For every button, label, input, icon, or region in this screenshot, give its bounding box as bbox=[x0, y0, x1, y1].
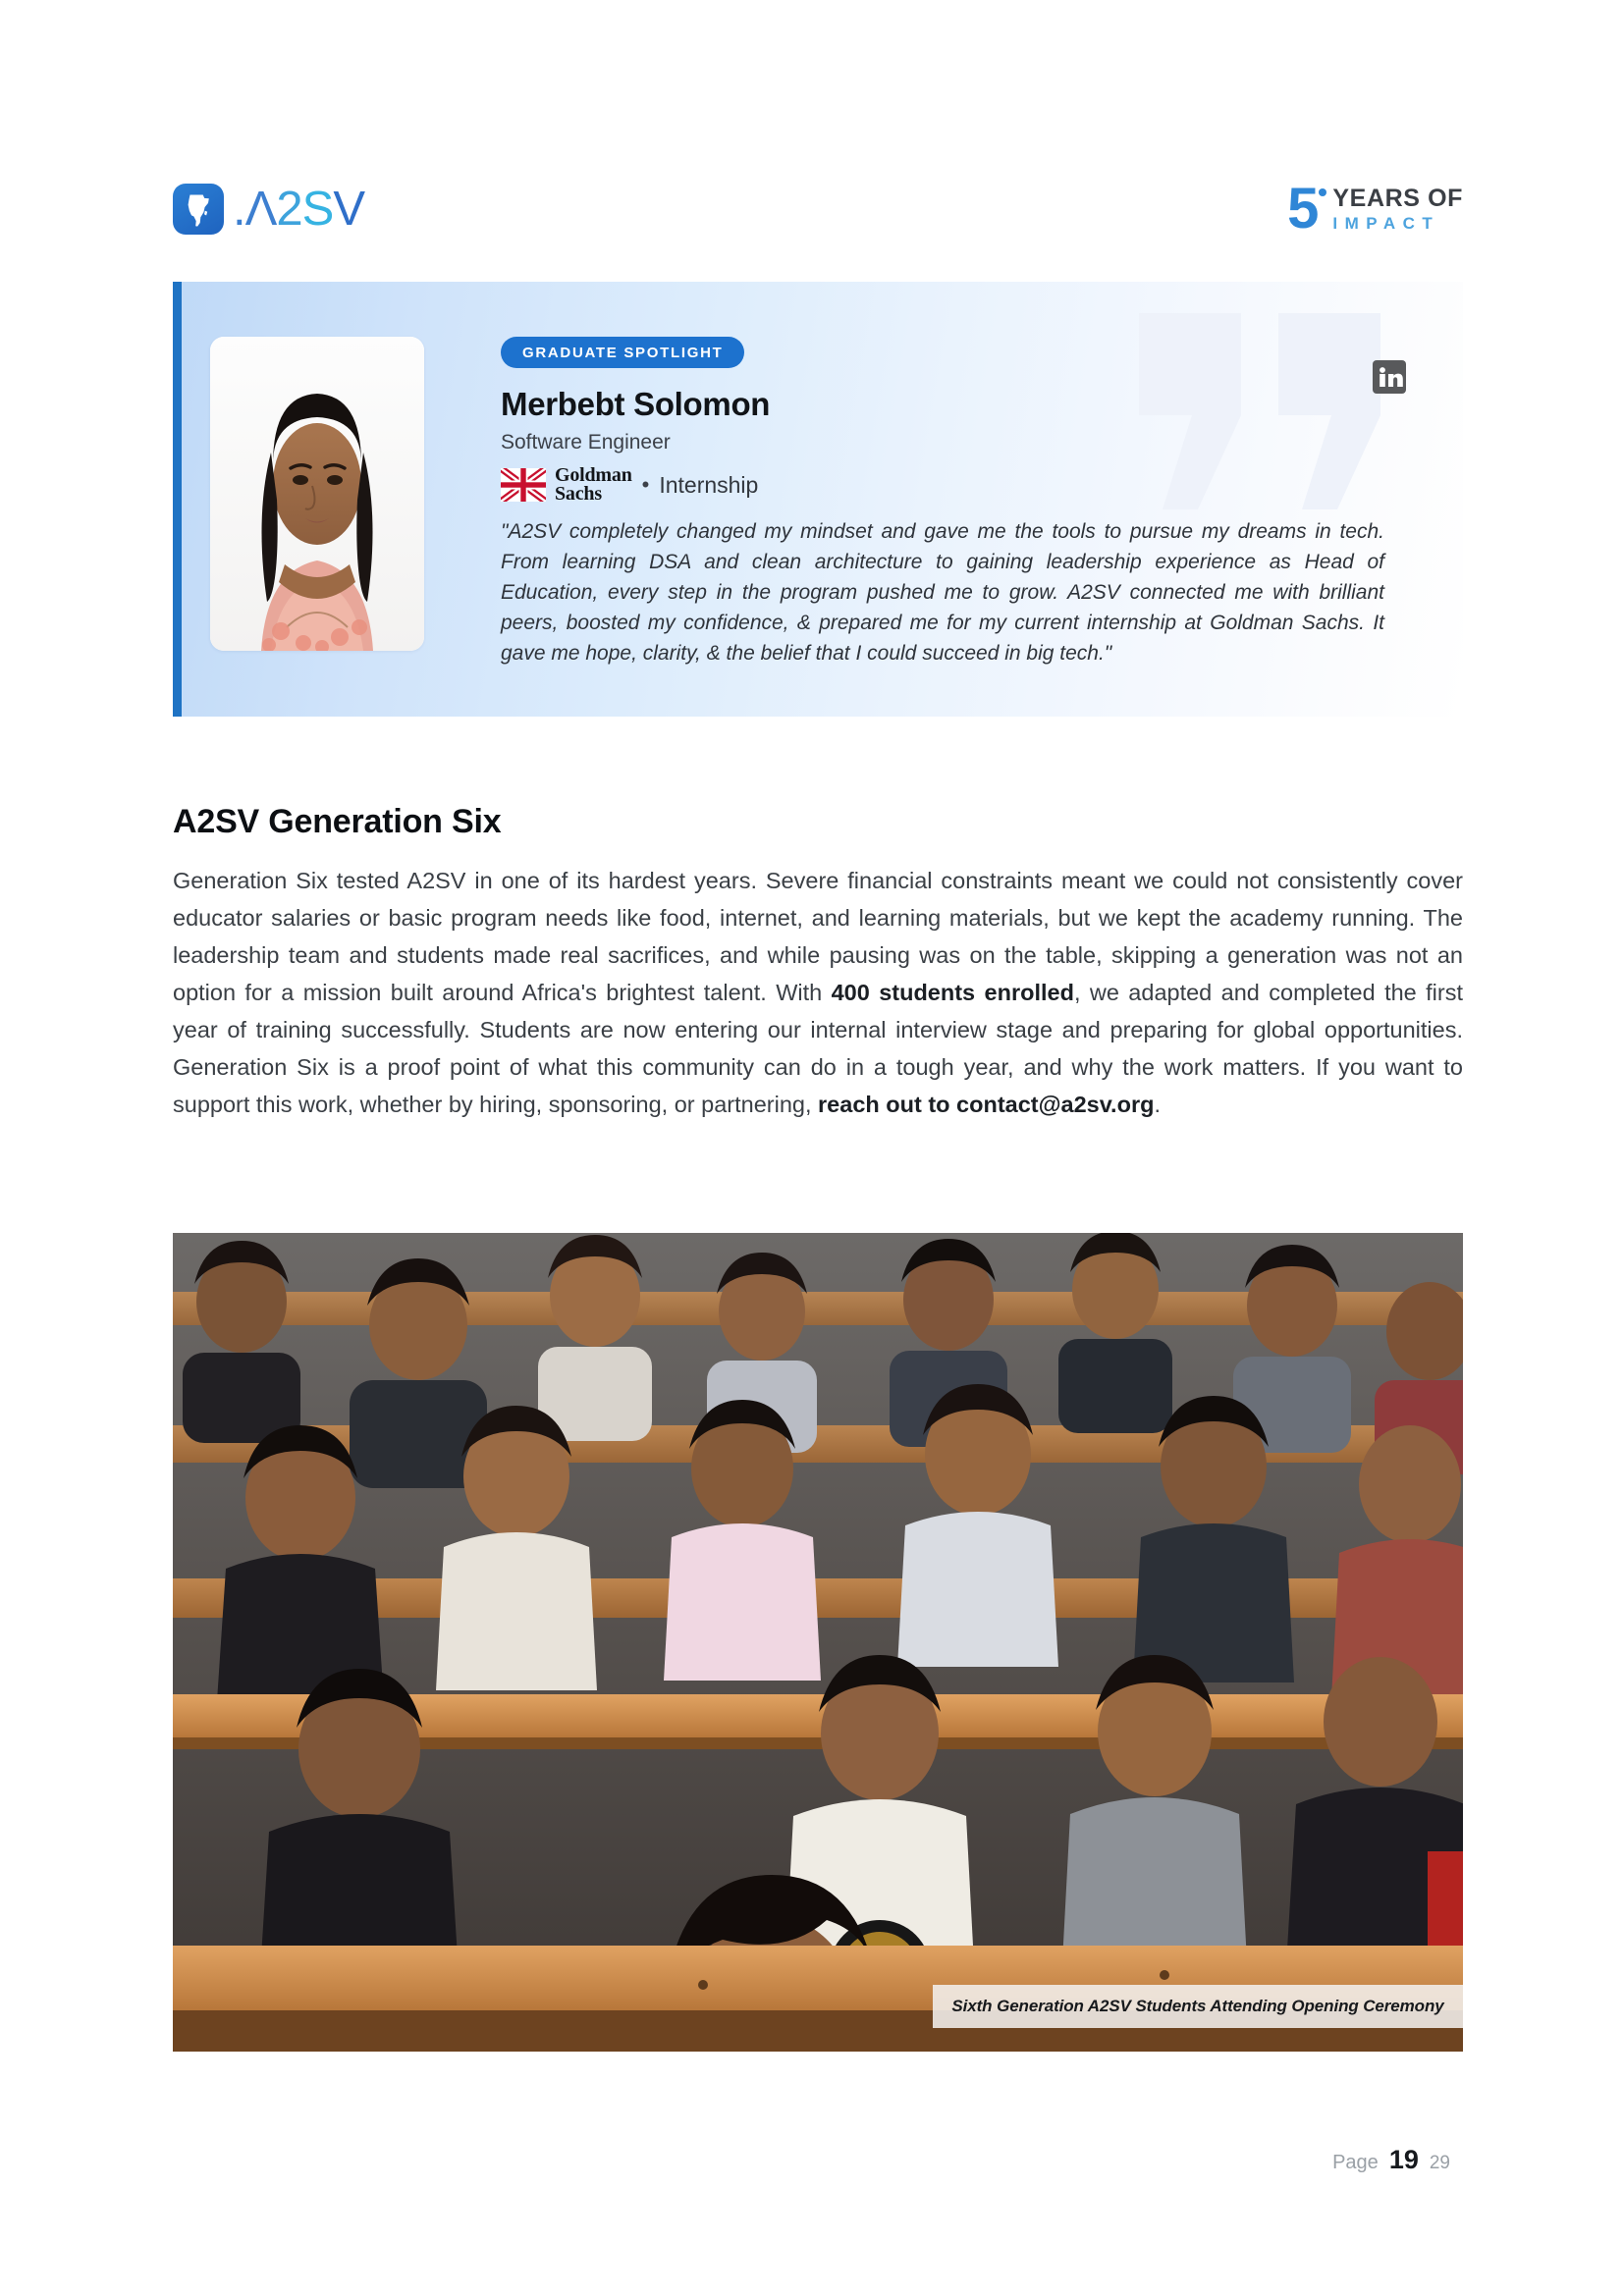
a2sv-logo[interactable] bbox=[173, 179, 364, 240]
company-row bbox=[501, 466, 1386, 504]
article-text-part1: Generation Six tested A2SV in one of its hardest years. Severe financial constraints meant we could not consistently cover educator salaries or basic program needs like food, internet, and learning materials, but we kept the academy running. The leadership team and students made real sacrifices, and while pausing was on the table, skipping a generation was not an option for a mission built around Africa's brightest talent. With bbox=[173, 868, 1463, 1006]
card-accent-bar bbox=[173, 282, 182, 717]
graduate-name: Merbebt Solomon bbox=[501, 386, 771, 422]
company-name bbox=[555, 466, 632, 504]
graduate-quote: "A2SV completely changed my mindset and gave me the tools to pursue my dreams in tech. From learning DSA and clean architecture to gaining leadership experience as Head of Education, every step in the program pushed me to grow. A2SV connected me with brilliant peers, boosted my confidence, & prepared me for my current internship at Goldman Sachs. It gave me hope, clarity, & the belief that I could succeed in big tech." bbox=[501, 520, 1384, 665]
lecture-hall-photo bbox=[173, 1233, 1463, 2052]
photo-caption-text: Sixth Generation A2SV Students Attending Opening Ceremony bbox=[951, 1997, 1444, 2015]
badge-impact-label: IMPACT bbox=[1332, 214, 1440, 233]
company-role-separator: • bbox=[641, 472, 650, 498]
spotlight-details bbox=[501, 337, 1386, 669]
page-number: 19 bbox=[1388, 2145, 1419, 2174]
badge-number bbox=[1287, 177, 1321, 241]
badge-text bbox=[1332, 187, 1463, 232]
goldman-sachs-logo-icon bbox=[501, 468, 546, 502]
years-of-impact-badge bbox=[1287, 177, 1463, 241]
logo-letter-2: 2 bbox=[276, 182, 302, 236]
article-text-part2: , we adapted and completed the first year of training successfully. Students are now entering our internal interview stage and preparing for global opportunities. Generation Six is a proof point of what this community can do in a tough year, and why the work matters. If you want to support this work, whether by hiring, sponsoring, or partnering, bbox=[173, 980, 1463, 1118]
page-title: A2SV Generation Six bbox=[173, 803, 502, 840]
article-highlight-contact: reach out to contact@a2sv.org bbox=[818, 1092, 1155, 1118]
company-name-line2: Sachs bbox=[555, 483, 602, 506]
graduate-role: Software Engineer bbox=[501, 431, 671, 454]
article-paragraph bbox=[173, 862, 1463, 1123]
page-header bbox=[173, 175, 1463, 243]
page-footer bbox=[1332, 2145, 1450, 2175]
logo-letter-v: V bbox=[333, 182, 364, 236]
graduate-portrait bbox=[210, 337, 424, 651]
logo-letter-s: S bbox=[301, 182, 334, 236]
company-name-line1: Goldman bbox=[555, 464, 632, 487]
article-highlight-enrollment: 400 students enrolled bbox=[831, 980, 1074, 1006]
graduate-spotlight-card bbox=[173, 282, 1463, 717]
badge-dot-icon bbox=[1319, 188, 1326, 196]
article-text-part3: . bbox=[1154, 1092, 1161, 1118]
badge-years-label: YEARS OF bbox=[1332, 185, 1463, 212]
graduate-spotlight-badge: GRADUATE SPOTLIGHT bbox=[501, 337, 744, 368]
badge-number-value: 5 bbox=[1287, 177, 1318, 241]
photo-caption bbox=[933, 1985, 1463, 2028]
logo-letter-a: Λ bbox=[244, 182, 277, 236]
position-type: Internship bbox=[659, 471, 759, 498]
linkedin-icon[interactable] bbox=[1373, 360, 1406, 394]
page-label: Page bbox=[1332, 2152, 1379, 2173]
a2sv-wordmark bbox=[233, 182, 364, 236]
page-total-number: 29 bbox=[1429, 2153, 1450, 2173]
logo-dot: . bbox=[233, 182, 245, 236]
a2sv-africa-logo-icon bbox=[173, 184, 224, 235]
